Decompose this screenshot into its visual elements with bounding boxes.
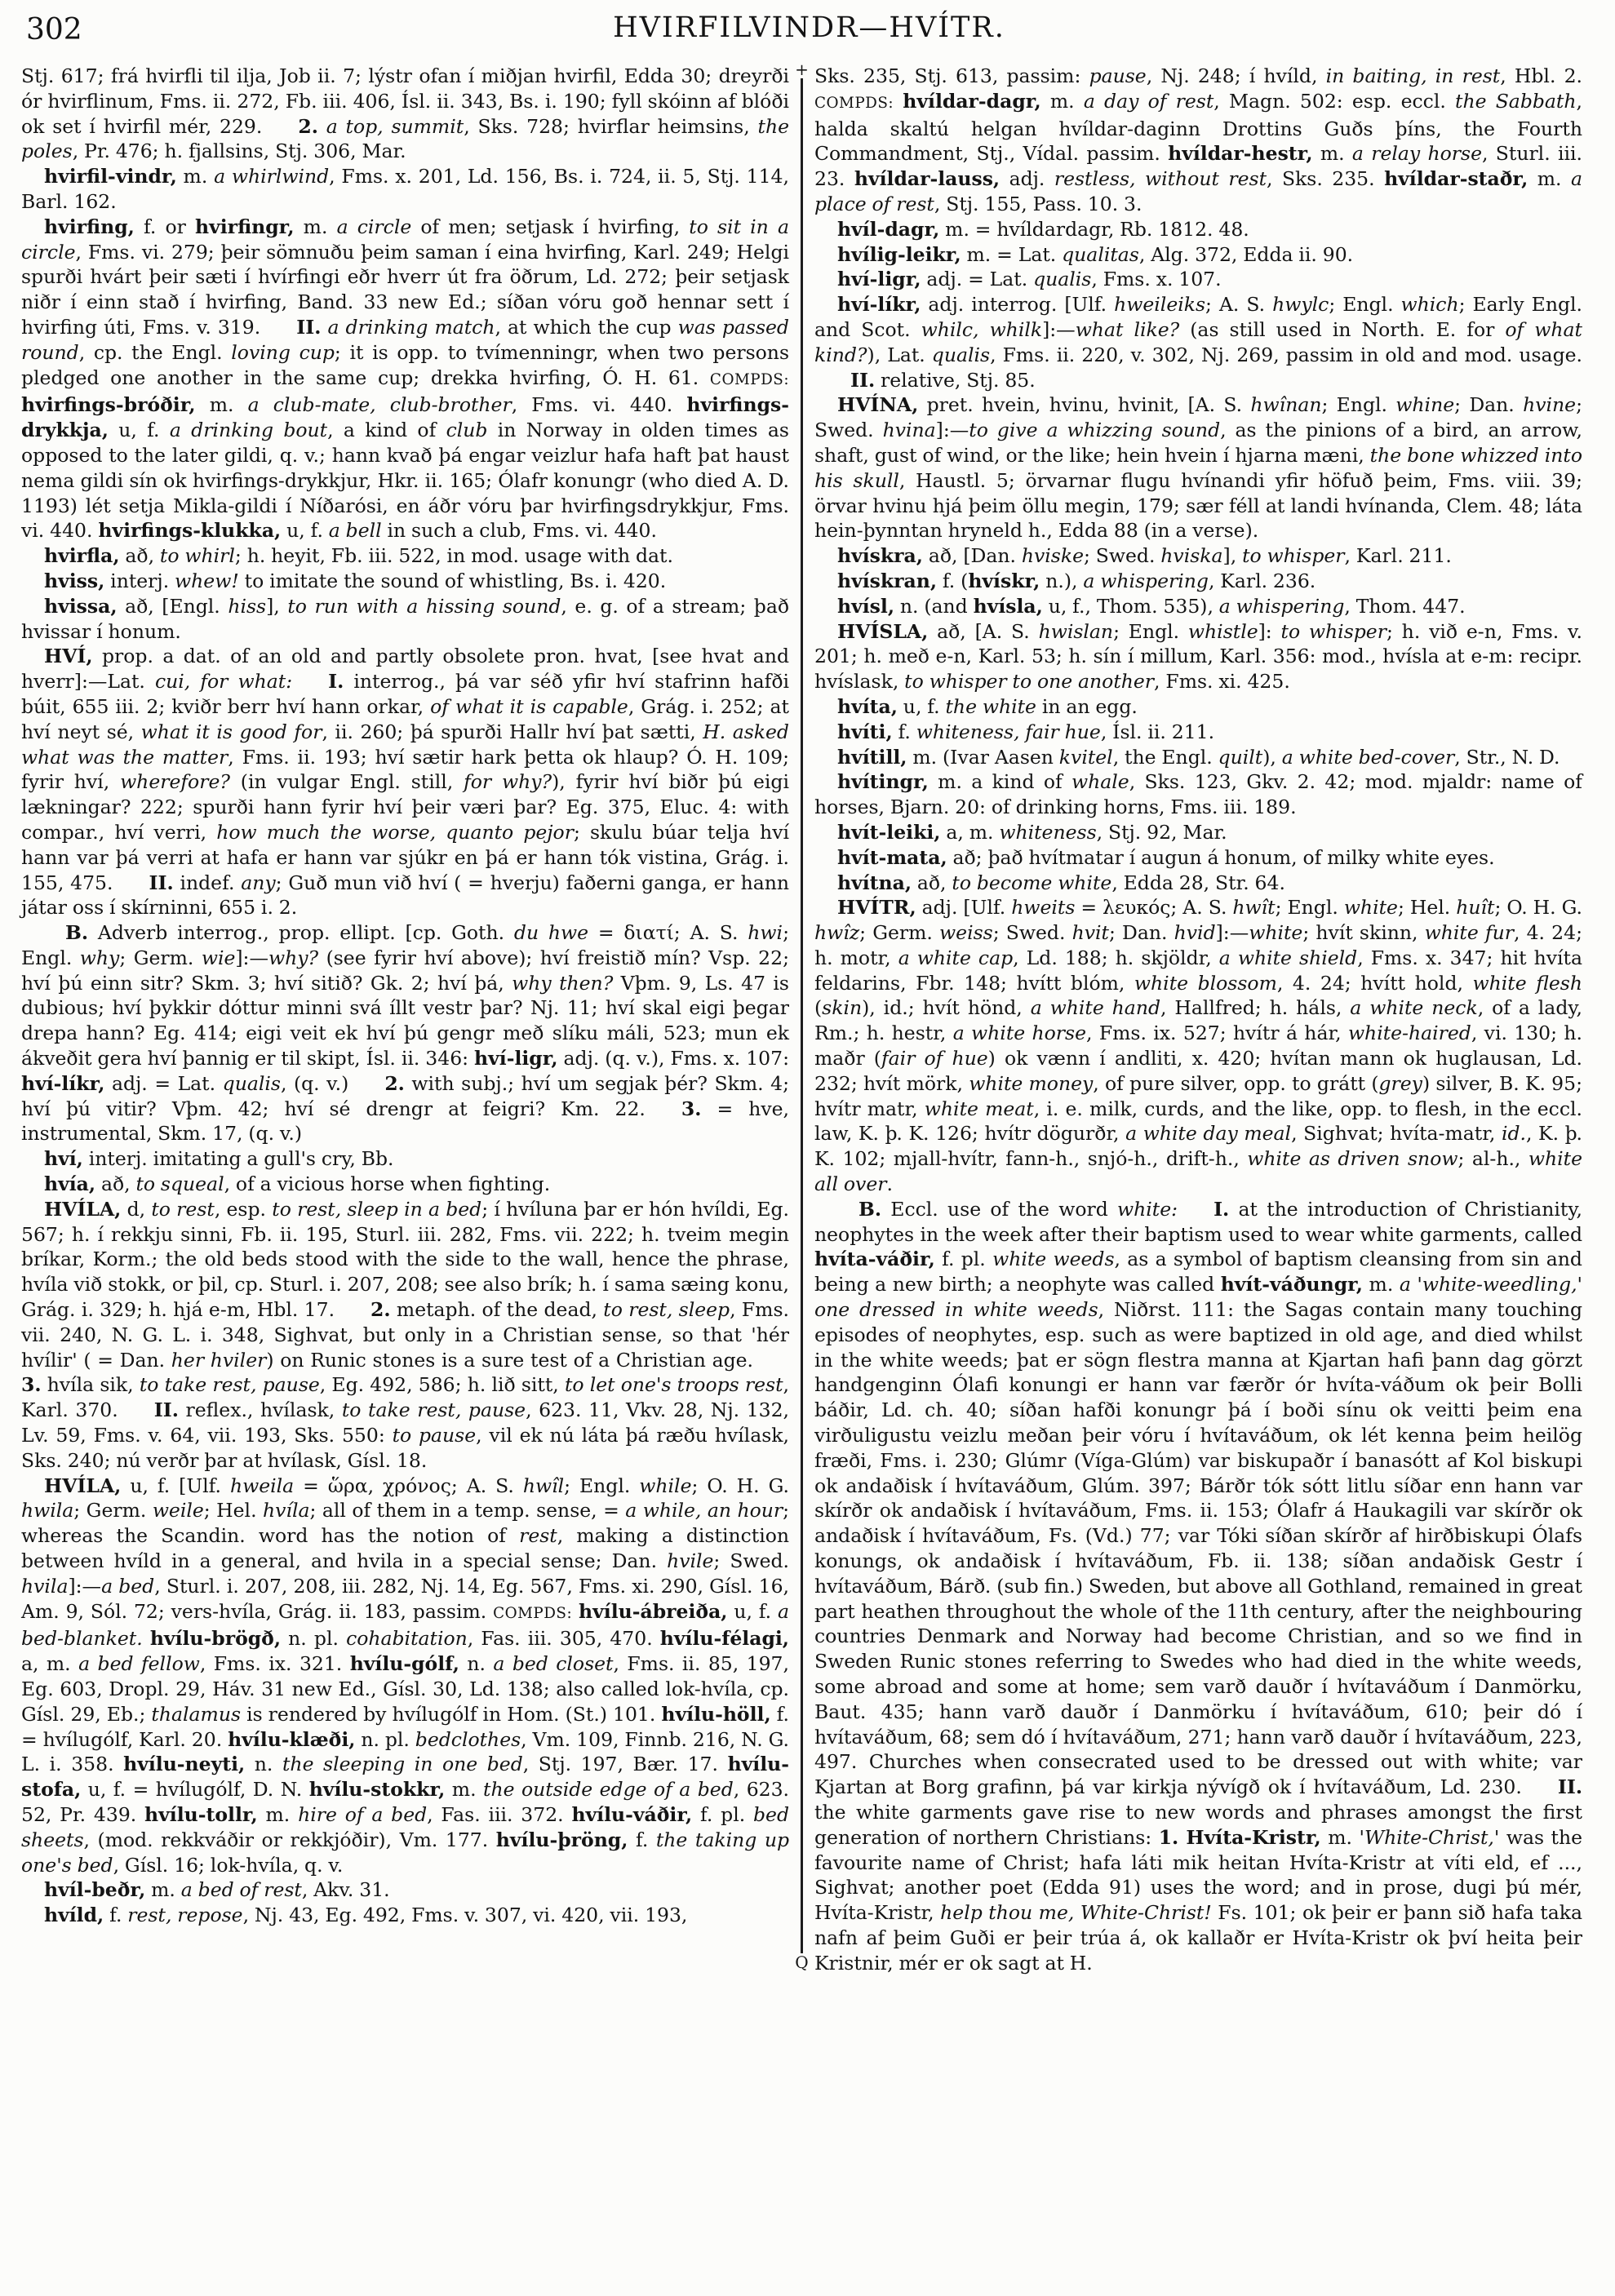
dictionary-paragraph: B. Eccl. use of the word white: I. at the introduction of Christianity, neophytes in the week after their baptism used to wear white garments, called hvíta-váðir, f. pl. white weeds, as a symbol of baptism cleansing from sin and being a new birth; a neophyte was called hvít-váðungr, m. a 'white-weedling,' one dressed in white weeds, Niðrst. 111: the Sagas contain many touching episodes of neophytes, esp. such as were baptized in old age, and died whilst in the white weeds; þat er sögn flestra manna at Kjartan hafi þann dag görzt handgenginn Ólafi konungi er hann var færðr ór hvíta-váðum ok þeir Bolli báðir, Ld. ch. 40; síðan hafði konungr þá í boði sínu ok veitti þeim ena virðuligustu veizlu meðan þeir vóru í hvítaváðum, ok lét kenna þeim heilög fræði, Fms. i. 230; Glúmr (Víga-Glúm) var biskupaðr í banasótt af Kol biskupi ok andaðisk í hvítaváðum, Glúm. 397; Bárðr tók sótt litlu síðar enn hann var skírðr ok andaðisk í hvítaváðum, Fms. ii. 153; Ólafr á Haukagili var skírðr ok andaðisk í hvítaváðum, Fs. (Vd.) 77; var Tóki síðan skírðr af hirðbiskupi Ólafs konungs, ok andaðisk í hvítaváðum, Fb. ii. 138; síðan andaðisk Gestr í hvítaváðum, Bárð. (sub fin.) Sweden, but above all Gothland, remained in great part heathen throughout the whole of the 11th century, after the neighbouring countries Denmark and Norway had become Christian, and so we find in Sweden Runic stones referring to Swedes who had died in the white weeds, some abroad and some at home; sem varð dauðr í hvítaváðum í Danmörku, Baut. 435; hann varð dauðr í Danmörku í hvítaváðum, 610; þeir dó í hvítaváðum, 68; sem dó í hvítaváðum, 271; hann varð dauðr í hvítaváðum, 223, 497. Churches when consecrated used to be dressed out with white; var Kjartan at Borg grafinn, þá var kirkja nývígð ok í hvítaváðum, Ld. 230. II. the white garments gave rise to new words and phrases amongst the first generation of northern Christians: 1. Hvíta-Kristr, m. 'White-Christ,' was the favourite name of Christ; hafa láti mik heitan Hvíta-Kristr at víti eld, ef ..., Sighvat; another poet (Edda 91) uses the word; and in prose, dugi þú mér, Hvíta-Kristr, help thou me, White-Christ! Fs. 101; ok þeir er þann sið hafa taka nafn af þeim Guði er þeir trúa á, ok kallaðr er Hvíta-Kristr ok því heita þeir Kristnir, mér er ok sagt at H. <box>814 1197 1582 1975</box>
dictionary-paragraph: hvísl, n. (and hvísla, u, f., Thom. 535), a whispering, Thom. 447. <box>837 594 1466 618</box>
text-columns <box>21 60 1597 1976</box>
divider-top-ornament: + <box>795 60 809 79</box>
dictionary-paragraph: Sks. 235, Stj. 613, passim: pause, Nj. 248; í hvíld, in baiting, in rest, Hbl. 2. COMPDS: hvíldar-dagr, m. a day of rest, Magn. 502: esp. eccl. the Sabbath, halda skaltú helgan hvíldar-daginn Drottins Guðs þíns, the Fourth Commandment, Stj., Vídal. passim. hvíldar-hestr, m. a relay horse, Sturl. iii. 23. hvíldar-lauss, adj. restless, without rest, Sks. 235. hvíldar-staðr, m. a place of rest, Stj. 155, Pass. 10. 3. <box>814 64 1583 215</box>
dictionary-paragraph: hvíta, u, f. the white in an egg. <box>837 694 1138 718</box>
divider-bottom-ornament: Q <box>795 1952 809 1972</box>
dictionary-paragraph: hvílig-leikr, m. = Lat. qualitas, Alg. 372, Edda ii. 90. <box>837 242 1354 266</box>
dictionary-paragraph: hví, interj. imitating a gull's cry, Bb. <box>44 1147 394 1171</box>
dictionary-paragraph: hvítill, m. (Ivar Aasen kvitel, the Engl. quilt), a white bed-cover, Str., N. D. <box>837 745 1560 769</box>
dictionary-paragraph: HVÍLA, u, f. [Ulf. hweila = ὥρα, χρόνος; A. S. hwîl; Engl. while; O. H. G. hwila; Germ. weile; Hel. hvíla; all of them in a temp. sense, = a while, an hour; whereas the Scandin. word has the notion of rest, making a distinction between hvíld in a general, and hvila in a special sense; Dan. hvile; Swed. hvila]:—a bed, Sturl. i. 207, 208, iii. 282, Nj. 14, Eg. 567, Fms. xi. 290, Gísl. 16, Am. 9, Sól. 72; vers-hvíla, Grág. ii. 183, passim. COMPDS: hvílu-ábreiða, u, f. a bed-blanket. hvílu-brögð, n. pl. cohabitation, Fas. iii. 305, 470. hvílu-félagi, a, m. a bed fellow, Fms. ix. 321. hvílu-gólf, n. a bed closet, Fms. ii. 85, 197, Eg. 603, Dropl. 29, Háv. 31 new Ed., Gísl. 30, Ld. 138; also called lok-hvíla, cp. Gísl. 29, Eb.; thalamus is rendered by hvílugólf in Hom. (St.) 101. hvílu-höll, f. = hvílugólf, Karl. 20. hvílu-klæði, n. pl. bedclothes, Vm. 109, Finnb. 216, N. G. L. i. 358. hvílu-neyti, n. the sleeping in one bed, Stj. 197, Bær. 17. hvílu-stofa, u, f. = hvílugólf, D. N. hvílu-stokkr, m. the outside edge of a bed, 623. 52, Pr. 439. hvílu-tollr, m. hire of a bed, Fas. iii. 372. hvílu-váðir, f. pl. bed sheets, (mod. rekkváðir or rekkjóðir), Vm. 177. hvílu-þröng, f. the taking up one's bed, Gísl. 16; lok-hvíla, q. v. <box>21 1474 790 1877</box>
dictionary-paragraph: hvískran, f. (hvískr, n.), a whispering, Karl. 236. <box>837 569 1316 592</box>
dictionary-paragraph: hvía, að, to squeal, of a vicious horse when fighting. <box>44 1172 551 1196</box>
dictionary-paragraph: hvirfla, að, to whirl; h. heyit, Fb. iii. 522, in mod. usage with dat. <box>44 544 673 568</box>
dictionary-paragraph: hvíl-dagr, m. = hvíldardagr, Rb. 1812. 48. <box>837 217 1249 241</box>
dictionary-paragraph: hvirfing, f. or hvirfingr, m. a circle of men; setjask í hvirfing, to sit in a circle, Fms. vi. 279; þeir sömnuðu þeim saman í eina hvirfing, Karl. 249; Helgi spurði hvárt þeir sæti í hvírfingi eðr hverr út fra öðrum, Ld. 272; þeir setjask niðr í einn stað í hvirfing, Band. 33 new Ed.; síðan vóru goð hennar sett í hvirfing úti, Fms. v. 319. II. a drinking match, at which the cup was passed round, cp. the Engl. loving cup; it is opp. to tvímenningr, when two persons pledged one another in the same cup; drekka hvirfing, Ó. H. 61. COMPDS: hvirfings-bróðir, m. a club-mate, club-brother, Fms. vi. 440. hvirfings-drykkja, u, f. a drinking bout, a kind of club in Norway in olden times as opposed to the later gildi, q. v.; hann kvað þá engar veizlur hafa haft þat haust nema gildi sín ok hvirfings-drykkjur, Hkr. ii. 165; Ólafr konungr (who died A. D. 1193) lét setja Mikla-gildi í Níðarósi, en áðr vóru þar hvirfingsdrykkjur, Fms. vi. 440. hvirfings-klukka, u, f. a bell in such a club, Fms. vi. 440. <box>21 215 789 543</box>
dictionary-paragraph: hviss, interj. whew! to imitate the sound of whistling, Bs. i. 420. <box>44 569 667 592</box>
dictionary-paragraph: hvískra, að, [Dan. hviske; Swed. hviska], to whisper, Karl. 211. <box>837 544 1452 568</box>
dictionary-paragraph: hvít-leiki, a, m. whiteness, Stj. 92, Mar. <box>837 820 1227 844</box>
dictionary-paragraph: hvirfil-vindr, m. a whirlwind, Fms. x. 201, Ld. 156, Bs. i. 724, ii. 5, Stj. 114, Barl. 162. <box>21 165 789 213</box>
page-number: 302 <box>26 13 82 47</box>
dictionary-paragraph: hvíld, f. rest, repose, Nj. 43, Eg. 492, Fms. v. 307, vi. 420, vii. 193, <box>44 1904 688 1927</box>
dictionary-paragraph: hvítingr, m. a kind of whale, Sks. 123, Gkv. 2. 42; mod. mjaldr: name of horses, Bjarn. 20: of drinking horns, Fms. iii. 189. <box>814 770 1582 819</box>
dictionary-paragraph: hvíl-beðr, m. a bed of rest, Akv. 31. <box>44 1878 390 1902</box>
dictionary-paragraph: HVÍNA, pret. hvein, hvinu, hvinit, [A. S. hwînan; Engl. whine; Dan. hvine; Swed. hvina]:—to give a whizzing sound, as the pinions of a bird, an arrow, shaft, gust of wind, or the like; hein hvein í hjarna mæni, the bone whizzed into his skull, Haustl. 5; örvarnar flugu hvínandi yfir höfuð þeim, Fms. viii. 39; örvar hvinu hjá þeim öllu megin, 179; sær féll at landi hvínanda, Clem. 48; láta hein-þynntan hryneld h., Edda 88 (in a verse). <box>814 393 1582 543</box>
column-divider-rule <box>795 60 809 1972</box>
dictionary-paragraph: HVÍSLA, að, [A. S. hwislan; Engl. whistle]: to whisper; h. við e-n, Fms. v. 201; h. með e-n, Karl. 53; h. sín í millum, Karl. 356: mod., hvísla at e-m: recipr. hvíslask, to whisper to one another, Fms. xi. 425. <box>814 619 1582 694</box>
dictionary-paragraph: hvítna, að, to become white, Edda 28, Str. 64. <box>837 871 1285 894</box>
dictionary-paragraph: hvíti, f. whiteness, fair hue, Ísl. ii. 211. <box>837 720 1215 743</box>
dictionary-paragraph: Stj. 617; frá hvirfli til ilja, Job ii. 7; lýstr ofan í miðjan hvirfil, Edda 30; dreyrði ór hvirflinum, Fms. ii. 272, Fb. iii. 406, Ísl. ii. 343, Bs. i. 190; fyll skóinn af blóði ok set í hvirfil mér, 229. 2. a top, summit, Sks. 728; hvirflar heimsins, the poles, Pr. 476; h. fjallsins, Stj. 306, Mar. <box>21 64 790 163</box>
dictionary-paragraph: B. Adverb interrog., prop. ellipt. [cp. Goth. du hwe = διατί; A. S. hwi; Engl. why; Germ. wie]:—why? (see fyrir hví above); hví freistið mín? Vsp. 22; hví þú einn sitr? Skm. 3; hví sitið? Gk. 2; hví þá, why then? Vþm. 9, Ls. 47 is dubious; hví þykkir dóttur minni svá íllt vestr þar? Nj. 11; hví skal eigi þegar drepa hann? Eg. 414; eigi veit ek hví þú gengr með slíku máli, 523; mun ek ákveðit gera hví þannig er til skipt, Ísl. ii. 346: hví-ligr, adj. (q. v.), Fms. x. 107: hví-líkr, adj. = Lat. qualis, (q. v.) 2. with subj.; hví um segjak þér? Skm. 4; hví þú vitir? Vþm. 42; hví sé drengr at feigri? Km. 22. 3. = hve, instrumental, Skm. 17, (q. v.) <box>21 921 789 1146</box>
dictionary-paragraph: hví-ligr, adj. = Lat. qualis, Fms. x. 107. <box>837 268 1222 291</box>
dictionary-paragraph: hvissa, að, [Engl. hiss], to run with a hissing sound, e. g. of a stream; það hvissar í honum. <box>21 594 789 643</box>
column-right <box>814 64 1582 1976</box>
dictionary-paragraph: hví-líkr, adj. interrog. [Ulf. hweileiks; A. S. hwylc; Engl. which; Early Engl. and Scot. whilc, whilk]:—what like? (as still used in North. E. for of what kind?), Lat. qualis, Fms. ii. 220, v. 302, Nj. 269, passim in old and mod. usage.II. relative, Stj. 85. <box>814 293 1582 392</box>
dictionary-paragraph: HVÍ, prop. a dat. of an old and partly obsolete pron. hvat, [see hvat and hverr]:—Lat. cui, for what: I. interrog., þá var séð yfir hví stafrinn hafði búit, 655 iii. 2; kviðr berr hví hann orkar, of what it is capable, Grág. i. 252; at hví neyt sé, what it is good for, ii. 260; þá spurði Hallr hví þat sætti, H. asked what was the matter, Fms. ii. 193; hví sætir hark þetta ok hlaup? Ó. H. 109; fyrir hví, wherefore? (in vulgar Engl. still, for why?), fyrir hví biðr þú eigi lækningar? 222; spurði hann fyrir hví þeir væri þar? Eg. 375, Eluc. 4: with compar., hví verri, how much the worse, quanto pejor; skulu búar telja hví hann var þá verri at hafa er hann var sjúkr en þá er hann tók vistina, Grág. i. 155, 475. II. indef. any; Guð mun við hví ( = hverju) faðerni ganga, er hann játar oss í skírninni, 655 i. 2. <box>21 645 789 920</box>
dictionary-paragraph: HVÍTR, adj. [Ulf. hweits = λευκός; A. S. hwît; Engl. white; Hel. huît; O. H. G. hwîz; Germ. weiss; Swed. hvit; Dan. hvid]:—white; hvít skinn, white fur, 4. 24; h. motr, a white cap, Ld. 188; h. skjöldr, a white shield, Fms. x. 347; hit hvíta feldarins, Fbr. 148; hvítt blóm, white blossom, 4. 24; hvítt hold, white flesh (skin), id.; hvít hönd, a white hand, Hallfred; h. háls, a white neck, of a lady, Rm.; h. hestr, a white horse, Fms. ix. 527; hvítr á hár, white-haired, vi. 130; h. maðr (fair of hue) ok vænn í andliti, x. 420; hvítan mann ok huglausan, Ld. 232; hvít mörk, white money, of pure silver, opp. to grátt (grey) silver, B. K. 95; hvítr matr, white meat, i. e. milk, curds, and the like, opp. to flesh, in the eccl. law, K. þ. K. 126; hvítr dögurðr, a white day meal, Sighvat; hvíta-matr, id., K. þ. K. 102; mjall-hvítr, fann-h., snjó-h., drift-h., white as driven snow; al-h., white all over. <box>814 896 1583 1196</box>
page-title: HVIRFILVINDR—HVÍTR. <box>613 11 1005 44</box>
page-header <box>21 7 1597 55</box>
dictionary-paragraph: hvít-mata, að; það hvítmatar í augun á honum, of milky white eyes. <box>837 845 1495 869</box>
column-left <box>21 64 789 1976</box>
dictionary-paragraph: HVÍLA, d, to rest, esp. to rest, sleep in a bed; í hvíluna þar er hón hvíldi, Eg. 567; h. í rekkju sinni, Fb. ii. 195, Sturl. iii. 282, Fms. vii. 222; h. tveim megin bríkar, Korm.; the old beds stood with the side to the wall, hence the phrase, hvíla við stokk, or þil, cp. Sturl. i. 207, 208; see also brík; h. í sama sæing konu, Grág. i. 329; h. hjá e-m, Hbl. 17. 2. metaph. of the dead, to rest, sleep, Fms. vii. 240, N. G. L. i. 348, Sighvat, but only in a Christian sense, so that 'hér hvílir' ( = Dan. her hviler) on Runic stones is a sure test of a Christian age.3. hvíla sik, to take rest, pause, Eg. 492, 586; h. lið sitt, to let one's troops rest, Karl. 370. II. reflex., hvílask, to take rest, pause, 623. 11, Vkv. 28, Nj. 132, Lv. 59, Fms. v. 64, vii. 193, Sks. 550: to pause, vil ek nú láta þá ræðu hvílask, Sks. 240; nú verðr þar at hvílask, Gísl. 18. <box>21 1197 790 1472</box>
